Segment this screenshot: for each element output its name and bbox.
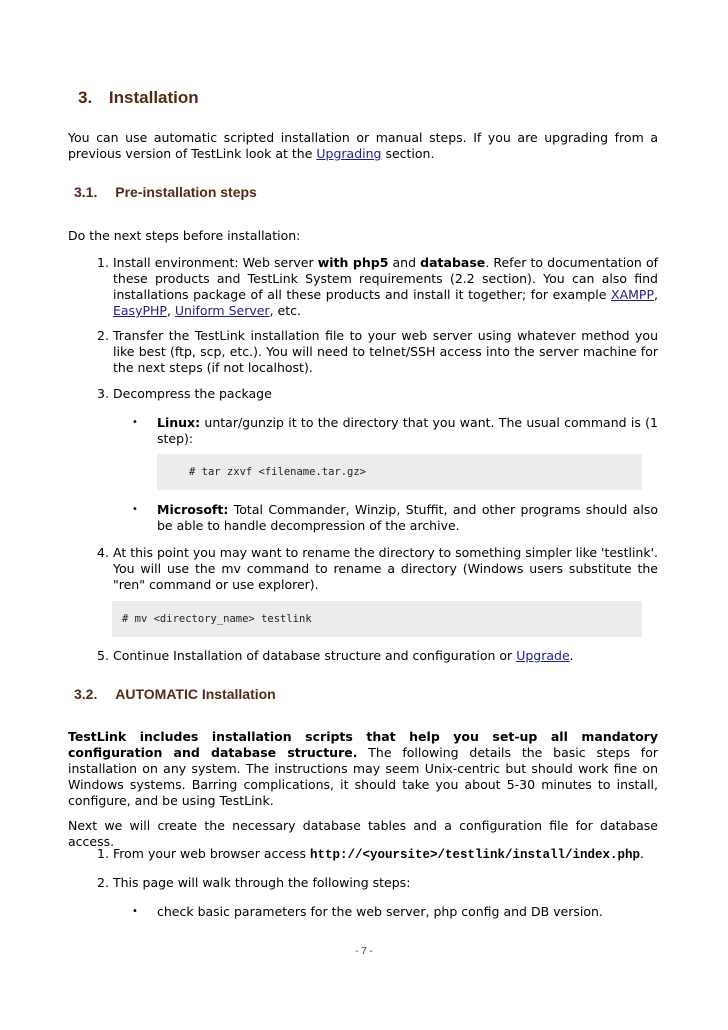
list-number: 3. (97, 386, 109, 401)
bold-text: TestLink includes installation scripts that help you set-up all mandatory configuration and database structure. (68, 729, 658, 760)
code-text: # mv <directory_name> testlink (122, 613, 312, 625)
step-text: At this point you may want to rename the directory to something simpler like 'testlink'. You will use the mv command to rename a directory (Windows users substitute the "ren" command or use explorer). (113, 545, 658, 592)
auto-step-1 (97, 846, 658, 862)
bold-text: database (420, 255, 486, 270)
pre-step-4 (97, 545, 658, 593)
section-number: 3.1. (74, 184, 98, 200)
list-number: 4. (97, 545, 109, 560)
pre-step-1 (97, 255, 658, 319)
list-number: 5. (97, 648, 109, 663)
list-number: 2. (97, 875, 109, 890)
text: From your web browser access (113, 846, 310, 861)
pre-step-5 (97, 648, 658, 664)
text: , (166, 303, 175, 318)
section-heading-pre-installation (74, 184, 257, 200)
section-number: 3. (78, 88, 93, 107)
text: . (640, 846, 644, 861)
easyphp-link[interactable]: EasyPHP (113, 303, 167, 318)
auto-bullet-1 (132, 904, 658, 920)
code-block-mv (112, 601, 642, 637)
xampp-link[interactable]: XAMPP (611, 287, 655, 302)
text: untar/gunzip it to the directory that you want. The usual command is (1 step): (157, 415, 658, 446)
text: Total Commander, Winzip, Stuffit, and other programs should also be able to handle decompression of the archive. (157, 502, 658, 533)
section-heading-automatic (74, 686, 276, 702)
text: . (569, 648, 574, 663)
intro-text: You can use automatic scripted installation or manual steps. If you are upgrading from a previous version of TestLink look at the (68, 130, 658, 161)
section-heading-installation (78, 88, 199, 108)
auto-step-2 (97, 875, 658, 891)
intro-text-after: section. (381, 146, 435, 161)
section-title: Installation (108, 88, 199, 107)
section-title: Pre-installation steps (115, 184, 257, 200)
microsoft-bullet (132, 502, 658, 534)
list-number: 1. (97, 255, 109, 270)
bold-label: Microsoft: (157, 502, 229, 517)
bullet-text (157, 502, 658, 534)
install-url: http://<yoursite>/testlink/install/index.php (309, 848, 640, 862)
bullet-text (157, 415, 658, 447)
step-text: Decompress the package (113, 386, 272, 401)
bold-text: with php5 (317, 255, 389, 270)
bold-label: Linux: (157, 415, 201, 430)
text: , etc. (269, 303, 301, 318)
code-text: # tar zxvf <filename.tar.gz> (189, 466, 367, 478)
next-paragraph: Next we will create the necessary database tables and a configuration file for database access. (68, 818, 658, 849)
step-text: Transfer the TestLink installation file to your web server using whatever method you like best (ftp, scp, etc.). You will need to telnet/SSH access into the server machine for the next steps (if not localhost). (113, 328, 658, 375)
text: . Refer to documentation of these products and TestLink System requirements (2.2 section). You can also find installations package of all these products and install it together; for example (113, 255, 658, 302)
list-number: 2. (97, 328, 109, 343)
intro-paragraph (68, 130, 658, 162)
text: and (388, 255, 421, 270)
step-text: This page will walk through the following steps: (113, 875, 411, 890)
bullet-text: check basic parameters for the web server, php config and DB version. (157, 904, 603, 919)
pre-step-3 (97, 386, 658, 402)
text: Continue Installation of database structure and configuration or (113, 648, 517, 663)
pre-step-2 (97, 328, 658, 376)
section-title: AUTOMATIC Installation (115, 686, 276, 702)
text: , (654, 287, 658, 302)
page-number: - 7 - (355, 946, 373, 957)
uniform-server-link[interactable]: Uniform Server (174, 303, 270, 318)
bullet-icon: • (132, 417, 138, 428)
upgrading-link[interactable]: Upgrading (316, 146, 382, 161)
linux-bullet (132, 415, 658, 447)
bullet-icon: • (132, 906, 138, 917)
pre-intro: Do the next steps before installation: (68, 228, 301, 243)
list-number: 1. (97, 846, 109, 861)
step-text (113, 255, 658, 319)
code-block-tar (157, 454, 642, 490)
section-number: 3.2. (74, 686, 98, 702)
step-text (113, 846, 658, 863)
automatic-paragraph (68, 729, 658, 809)
text: Install environment: Web server (113, 255, 318, 270)
upgrade-link[interactable]: Upgrade (516, 648, 570, 663)
step-text (113, 648, 658, 664)
text: The following details the basic steps for installation on any system. The instructions may seem Unix-centric but should work fine on Windows systems. Barring complications, it should take you about 5-30 minutes to install, configure, and be using TestLink. (68, 745, 658, 808)
bullet-icon: • (132, 504, 138, 515)
